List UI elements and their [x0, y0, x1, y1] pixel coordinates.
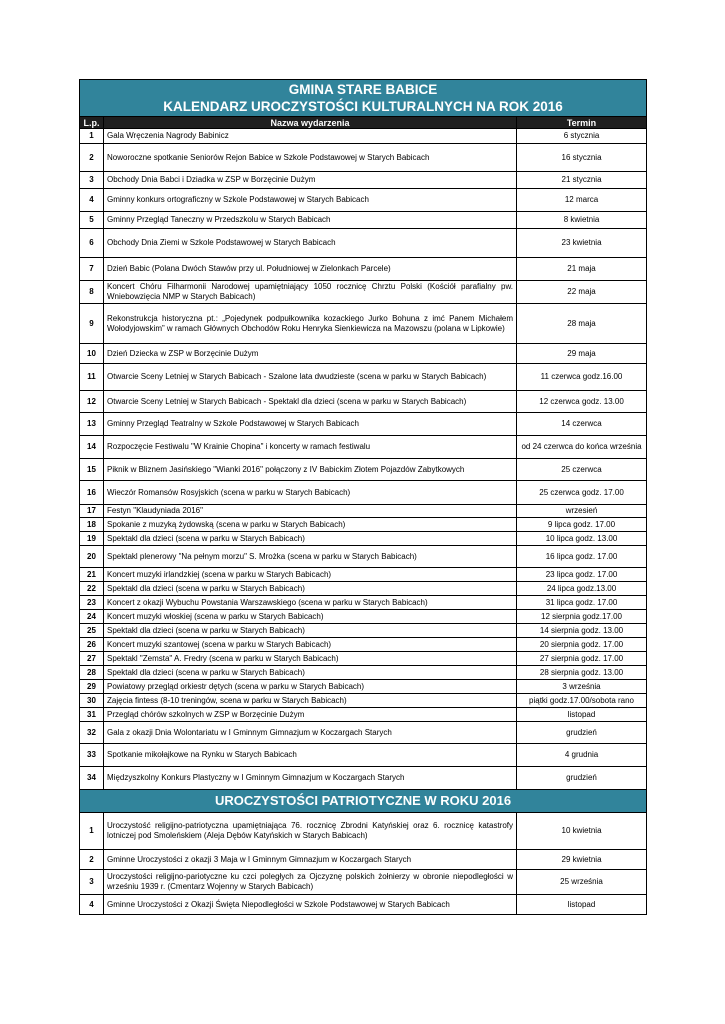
table-row: [80, 895, 647, 915]
row-number: 2: [80, 850, 104, 870]
row-number: 24: [80, 610, 104, 624]
event-term: listopad: [517, 895, 647, 915]
event-name: Spektakl dla dzieci (scena w parku w Starych Babicach): [104, 532, 517, 546]
table-row: [80, 582, 647, 596]
row-number: 15: [80, 459, 104, 481]
table-row: [80, 767, 647, 790]
section-header-row: [80, 790, 647, 813]
row-number: 9: [80, 304, 104, 344]
row-number: 2: [80, 144, 104, 172]
event-name: Spektakl dla dzieci (scena w parku w Starych Babicach): [104, 624, 517, 638]
column-header-name: Nazwa wydarzenia: [104, 117, 517, 129]
row-number: 3: [80, 870, 104, 895]
table-row: [80, 610, 647, 624]
event-name: Koncert z okazji Wybuchu Powstania Warszawskiego (scena w parku w Starych Babicach): [104, 596, 517, 610]
event-name: Międzyszkolny Konkurs Plastyczny w I Gminnym Gimnazjum w Koczargach Starych: [104, 767, 517, 790]
column-header-row: [80, 117, 647, 129]
table-row: [80, 850, 647, 870]
table-row: [80, 870, 647, 895]
row-number: 4: [80, 895, 104, 915]
row-number: 7: [80, 258, 104, 281]
event-term: 12 sierpnia godz.17.00: [517, 610, 647, 624]
calendar-sheet: [79, 79, 646, 915]
event-term: grudzień: [517, 722, 647, 744]
table-row: [80, 505, 647, 518]
event-name: Spektakl "Zemsta" A. Fredry (scena w parku w Starych Babicach): [104, 652, 517, 666]
event-name: Otwarcie Sceny Letniej w Starych Babicach - Spektakl dla dzieci (scena w parku w Starych Babicach): [104, 391, 517, 413]
row-number: 8: [80, 281, 104, 304]
row-number: 5: [80, 212, 104, 229]
event-name: Gminny Przegląd Taneczny w Przedszkolu w Starych Babicach: [104, 212, 517, 229]
document-title: GMINA STARE BABICE: [288, 82, 438, 97]
event-term: 4 grudnia: [517, 744, 647, 767]
table-row: [80, 624, 647, 638]
event-term: 12 marca: [517, 189, 647, 212]
event-term: 8 kwietnia: [517, 212, 647, 229]
event-term: 21 maja: [517, 258, 647, 281]
event-name: Festyn "Klaudyniada 2016": [104, 505, 517, 518]
event-name: Dzień Dziecka w ZSP w Borzęcinie Dużym: [104, 344, 517, 364]
table-row: [80, 680, 647, 694]
table-row: [80, 568, 647, 582]
row-number: 19: [80, 532, 104, 546]
table-row: [80, 258, 647, 281]
event-term: 25 czerwca: [517, 459, 647, 481]
event-name: Dzień Babic (Polana Dwóch Stawów przy ul. Południowej w Zielonkach Parcele): [104, 258, 517, 281]
table-row: [80, 144, 647, 172]
event-name: Gminny konkurs ortograficzny w Szkole Podstawowej w Starych Babicach: [104, 189, 517, 212]
row-number: 32: [80, 722, 104, 744]
event-name: Spektakl dla dzieci (scena w parku w Starych Babicach): [104, 582, 517, 596]
event-name: Obchody Dnia Babci i Dziadka w ZSP w Borzęcinie Dużym: [104, 172, 517, 189]
event-term: 27 sierpnia godz. 17.00: [517, 652, 647, 666]
event-name: Spotkanie mikołajkowe na Rynku w Starych Babicach: [104, 744, 517, 767]
event-name: Gminne Uroczystości z Okazji Święta Niepodległości w Szkole Podstawowej w Starych Babicach: [104, 895, 517, 915]
title-cell: [80, 80, 647, 117]
table-row: [80, 708, 647, 722]
row-number: 31: [80, 708, 104, 722]
event-term: listopad: [517, 708, 647, 722]
event-name: Gala Wręczenia Nagrody Babinicz: [104, 129, 517, 144]
row-number: 3: [80, 172, 104, 189]
table-row: [80, 694, 647, 708]
event-term: 28 sierpnia godz. 13.00: [517, 666, 647, 680]
event-name: Koncert Chóru Filharmonii Narodowej upamiętniający 1050 rocznicę Chrztu Polski (Kościół parafialny pw. Wniebowzięcia NMP w Starych Babicach): [104, 281, 517, 304]
row-number: 13: [80, 413, 104, 436]
event-name: Powiatowy przegląd orkiestr dętych (scena w parku w Starych Babicach): [104, 680, 517, 694]
row-number: 11: [80, 364, 104, 391]
event-term: 6 stycznia: [517, 129, 647, 144]
event-term: 25 września: [517, 870, 647, 895]
event-name: Gala z okazji Dnia Wolontariatu w I Gminnym Gimnazjum w Koczargach Starych: [104, 722, 517, 744]
table-row: [80, 391, 647, 413]
row-number: 20: [80, 546, 104, 568]
event-name: Obchody Dnia Ziemi w Szkole Podstawowej w Starych Babicach: [104, 229, 517, 258]
row-number: 4: [80, 189, 104, 212]
table-row: [80, 459, 647, 481]
event-term: 23 lipca godz. 17.00: [517, 568, 647, 582]
table-row: [80, 189, 647, 212]
event-term: grudzień: [517, 767, 647, 790]
table-row: [80, 666, 647, 680]
row-number: 33: [80, 744, 104, 767]
event-term: 31 lipca godz. 17.00: [517, 596, 647, 610]
event-name: Koncert muzyki włoskiej (scena w parku w Starych Babicach): [104, 610, 517, 624]
row-number: 23: [80, 596, 104, 610]
row-number: 28: [80, 666, 104, 680]
table-row: [80, 532, 647, 546]
event-term: 25 czerwca godz. 17.00: [517, 481, 647, 505]
event-term: 16 stycznia: [517, 144, 647, 172]
patriotic-section-title: UROCZYSTOŚCI PATRIOTYCZNE W ROKU 2016: [80, 790, 647, 813]
row-number: 34: [80, 767, 104, 790]
events-table: [79, 79, 647, 915]
event-name: Uroczystości religijno-pariotyczne ku czci poległych za Ojczyznę polskich żołnierzy w obronie niepodległości w wrześniu 1939 r. (Cmentarz Wojenny w Starych Babicach): [104, 870, 517, 895]
row-number: 10: [80, 344, 104, 364]
event-term: 20 sierpnia godz. 17.00: [517, 638, 647, 652]
event-name: Gminny Przegląd Teatralny w Szkole Podstawowej w Starych Babicach: [104, 413, 517, 436]
table-row: [80, 304, 647, 344]
event-name: Gminne Uroczystości z okazji 3 Maja w I Gminnym Gimnazjum w Koczargach Starych: [104, 850, 517, 870]
event-term: 24 lipca godz.13.00: [517, 582, 647, 596]
row-number: 21: [80, 568, 104, 582]
table-row: [80, 172, 647, 189]
row-number: 25: [80, 624, 104, 638]
row-number: 27: [80, 652, 104, 666]
row-number: 14: [80, 436, 104, 459]
row-number: 26: [80, 638, 104, 652]
table-row: [80, 129, 647, 144]
table-row: [80, 744, 647, 767]
event-name: Rekonstrukcja historyczna pt.: „Pojedynek podpułkownika kozackiego Jurko Bohuna z imć Panem Michałem Wołodyjowskim” w ramach Głównych Obchodów Roku Henryka Sienkiewicza na Mazowszu (polana w Lipkowie): [104, 304, 517, 344]
event-term: 21 stycznia: [517, 172, 647, 189]
table-row: [80, 436, 647, 459]
row-number: 18: [80, 518, 104, 532]
table-row: [80, 546, 647, 568]
table-row: [80, 229, 647, 258]
document-subtitle: KALENDARZ UROCZYSTOŚCI KULTURALNYCH NA ROK 2016: [163, 99, 563, 114]
event-name: Otwarcie Sceny Letniej w Starych Babicach - Szalone lata dwudzieste (scena w parku w Starych Babicach): [104, 364, 517, 391]
table-row: [80, 281, 647, 304]
table-row: [80, 212, 647, 229]
row-number: 17: [80, 505, 104, 518]
event-term: piątki godz.17.00/sobota rano: [517, 694, 647, 708]
table-row: [80, 638, 647, 652]
event-name: Spokanie z muzyką żydowską (scena w parku w Starych Babicach): [104, 518, 517, 532]
title-row: [80, 80, 647, 117]
event-term: 10 lipca godz. 13.00: [517, 532, 647, 546]
row-number: 6: [80, 229, 104, 258]
event-term: 23 kwietnia: [517, 229, 647, 258]
row-number: 1: [80, 129, 104, 144]
event-term: 11 czerwca godz.16.00: [517, 364, 647, 391]
event-name: Wieczór Romansów Rosyjskich (scena w parku w Starych Babicach): [104, 481, 517, 505]
event-name: Rozpoczęcie Festiwalu "W Krainie Chopina" i koncerty w ramach festiwalu: [104, 436, 517, 459]
event-term: wrzesień: [517, 505, 647, 518]
row-number: 29: [80, 680, 104, 694]
event-name: Koncert muzyki irlandzkiej (scena w parku w Starych Babicach): [104, 568, 517, 582]
event-term: 28 maja: [517, 304, 647, 344]
event-name: Spektakl plenerowy "Na pełnym morzu" S. Mrożka (scena w parku w Starych Babicach): [104, 546, 517, 568]
event-term: 16 lipca godz. 17.00: [517, 546, 647, 568]
event-name: Uroczystość religijno-patriotyczna upamiętniająca 76. rocznicę Zbrodni Katyńskiej oraz 6. rocznicę katastrofy lotniczej pod Smoleńskiem (Aleja Dębów Katyńskich w Starych Babicach): [104, 813, 517, 850]
event-term: 29 kwietnia: [517, 850, 647, 870]
event-name: Piknik w Bliznem Jasińskiego "Wianki 2016" połączony z IV Babickim Złotem Pojazdów Zabytkowych: [104, 459, 517, 481]
event-term: 10 kwietnia: [517, 813, 647, 850]
event-name: Noworoczne spotkanie Seniorów Rejon Babice w Szkole Podstawowej w Starych Babicach: [104, 144, 517, 172]
event-name: Przegląd chórów szkolnych w ZSP w Borzęcinie Dużym: [104, 708, 517, 722]
table-row: [80, 596, 647, 610]
column-header-lp: L.p.: [80, 117, 104, 129]
column-header-term: Termin: [517, 117, 647, 129]
event-term: 12 czerwca godz. 13.00: [517, 391, 647, 413]
row-number: 12: [80, 391, 104, 413]
event-term: 29 maja: [517, 344, 647, 364]
table-row: [80, 364, 647, 391]
event-term: 9 lipca godz. 17.00: [517, 518, 647, 532]
event-name: Zajęcia fintess (8-10 treningów, scena w parku w Starych Babicach): [104, 694, 517, 708]
event-term: 22 maja: [517, 281, 647, 304]
table-row: [80, 413, 647, 436]
table-row: [80, 518, 647, 532]
table-row: [80, 722, 647, 744]
event-term: od 24 czerwca do końca września: [517, 436, 647, 459]
table-row: [80, 481, 647, 505]
event-name: Koncert muzyki szantowej (scena w parku w Starych Babicach): [104, 638, 517, 652]
table-row: [80, 344, 647, 364]
row-number: 16: [80, 481, 104, 505]
event-name: Spektakl dla dzieci (scena w parku w Starych Babicach): [104, 666, 517, 680]
event-term: 14 sierpnia godz. 13.00: [517, 624, 647, 638]
event-term: 14 czerwca: [517, 413, 647, 436]
table-row: [80, 652, 647, 666]
row-number: 1: [80, 813, 104, 850]
row-number: 30: [80, 694, 104, 708]
table-row: [80, 813, 647, 850]
event-term: 3 września: [517, 680, 647, 694]
row-number: 22: [80, 582, 104, 596]
